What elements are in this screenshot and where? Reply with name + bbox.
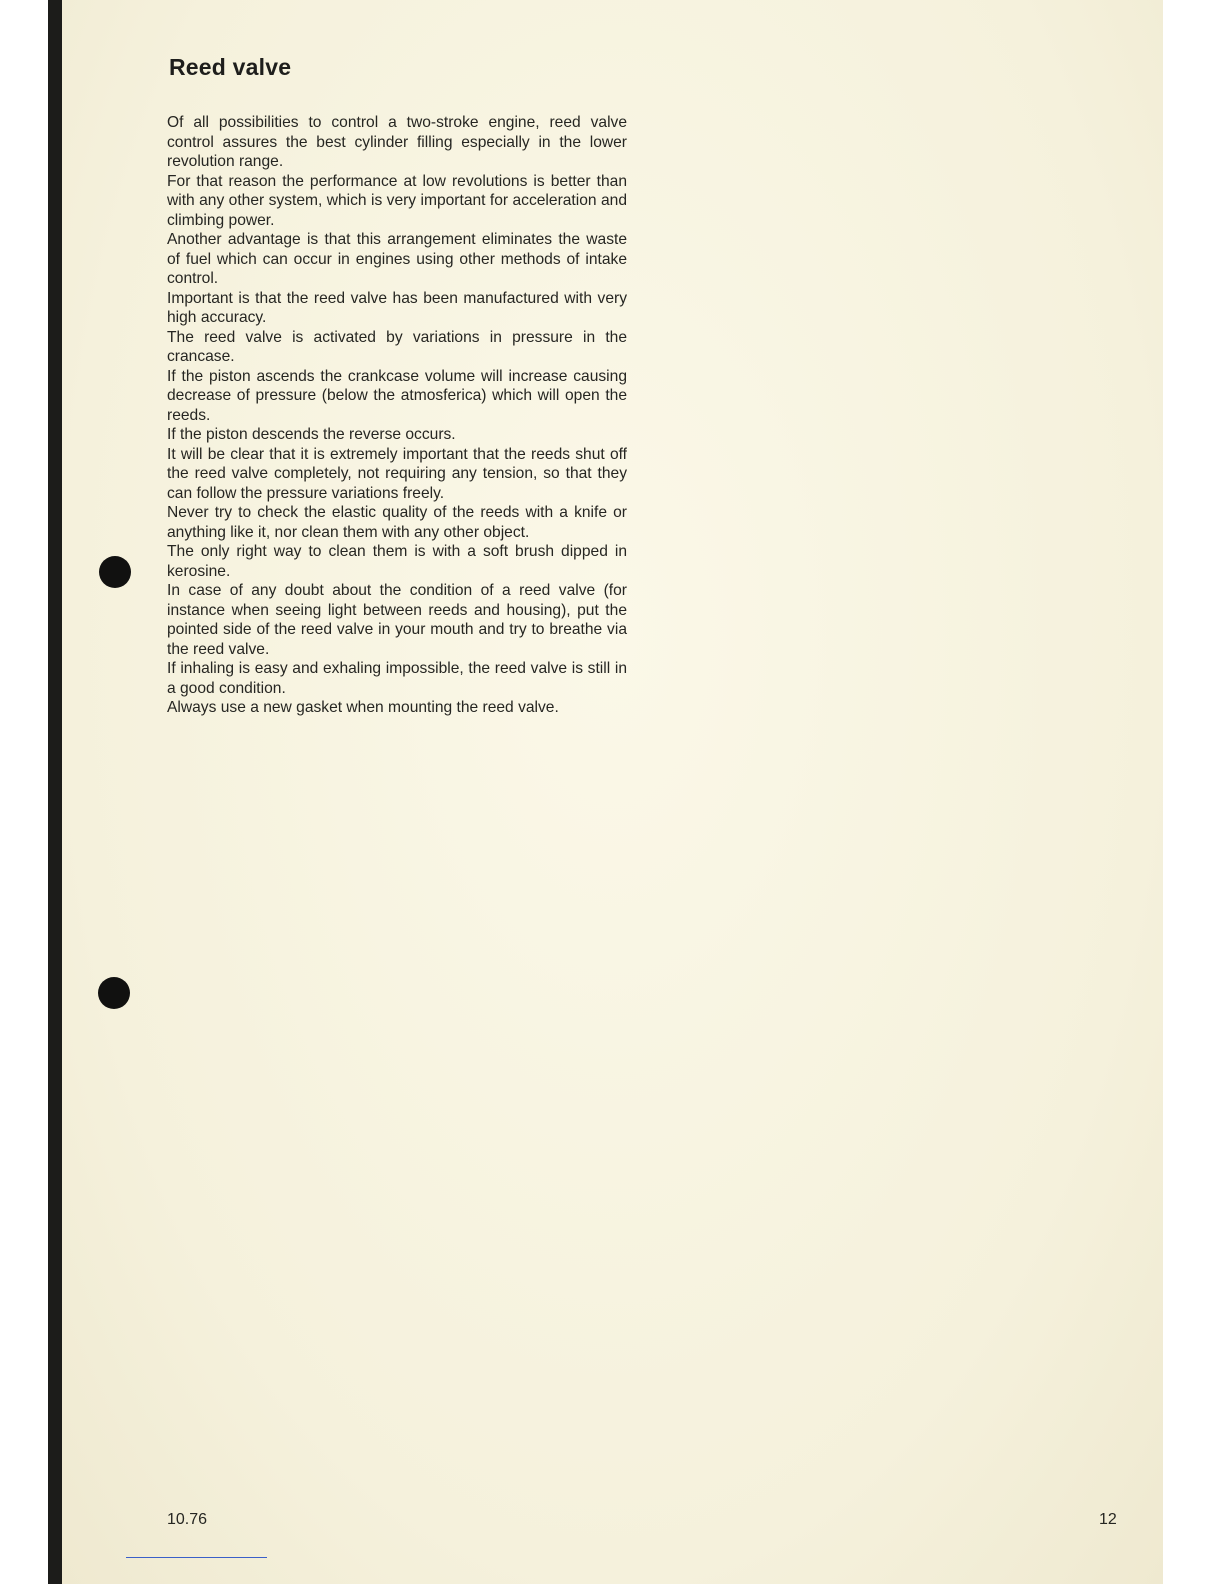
paragraph: The only right way to clean them is with a soft brush dipped in kerosine. <box>167 543 627 580</box>
paragraph: The reed valve is activated by variations in pressure in the crancase. <box>167 328 627 365</box>
scan-left-edge <box>48 0 62 1584</box>
page-title: Reed valve <box>169 54 292 80</box>
paragraph: Of all possibilities to control a two-stroke engine, reed valve control assures the best cylinder filling especially in the lower revolution range. <box>167 114 627 170</box>
paragraph: If inhaling is easy and exhaling impossible, the reed valve is still in a good condition. <box>167 660 627 697</box>
footer-date-code: 10.76 <box>167 1511 208 1528</box>
scan-artifact-line <box>126 1557 267 1558</box>
paragraph: Always use a new gasket when mounting the reed valve. <box>167 699 559 716</box>
punch-hole-bottom <box>98 977 130 1009</box>
paragraph: In case of any doubt about the condition of a reed valve (for instance when seeing light between reeds and housing), put the pointed side of the reed valve in your mouth and try to breathe via the reed valve. <box>167 582 627 658</box>
body-text <box>167 113 627 718</box>
paragraph: Important is that the reed valve has been manufactured with very high accuracy. <box>167 289 627 326</box>
paragraph: For that reason the performance at low revolutions is better than with any other system, which is very important for acceleration and climbing power. <box>167 172 627 229</box>
paragraph: Never try to check the elastic quality of the reeds with a knife or anything like it, nor clean them with any other object. <box>167 504 627 541</box>
paragraph: If the piston descends the reverse occurs. <box>167 426 456 443</box>
paragraph: Another advantage is that this arrangement eliminates the waste of fuel which can occur in engines using other methods of intake control. <box>167 231 627 287</box>
paragraph: It will be clear that it is extremely important that the reeds shut off the reed valve completely, not requiring any tension, so that they can follow the pressure variations freely. <box>167 445 627 502</box>
punch-hole-top <box>99 556 131 588</box>
scan-right-margin <box>1163 0 1224 1584</box>
paragraph: If the piston ascends the crankcase volume will increase causing decrease of pressure (below the atmosferica) which will open the reeds. <box>167 367 627 424</box>
footer-page-number: 12 <box>1099 1511 1117 1528</box>
